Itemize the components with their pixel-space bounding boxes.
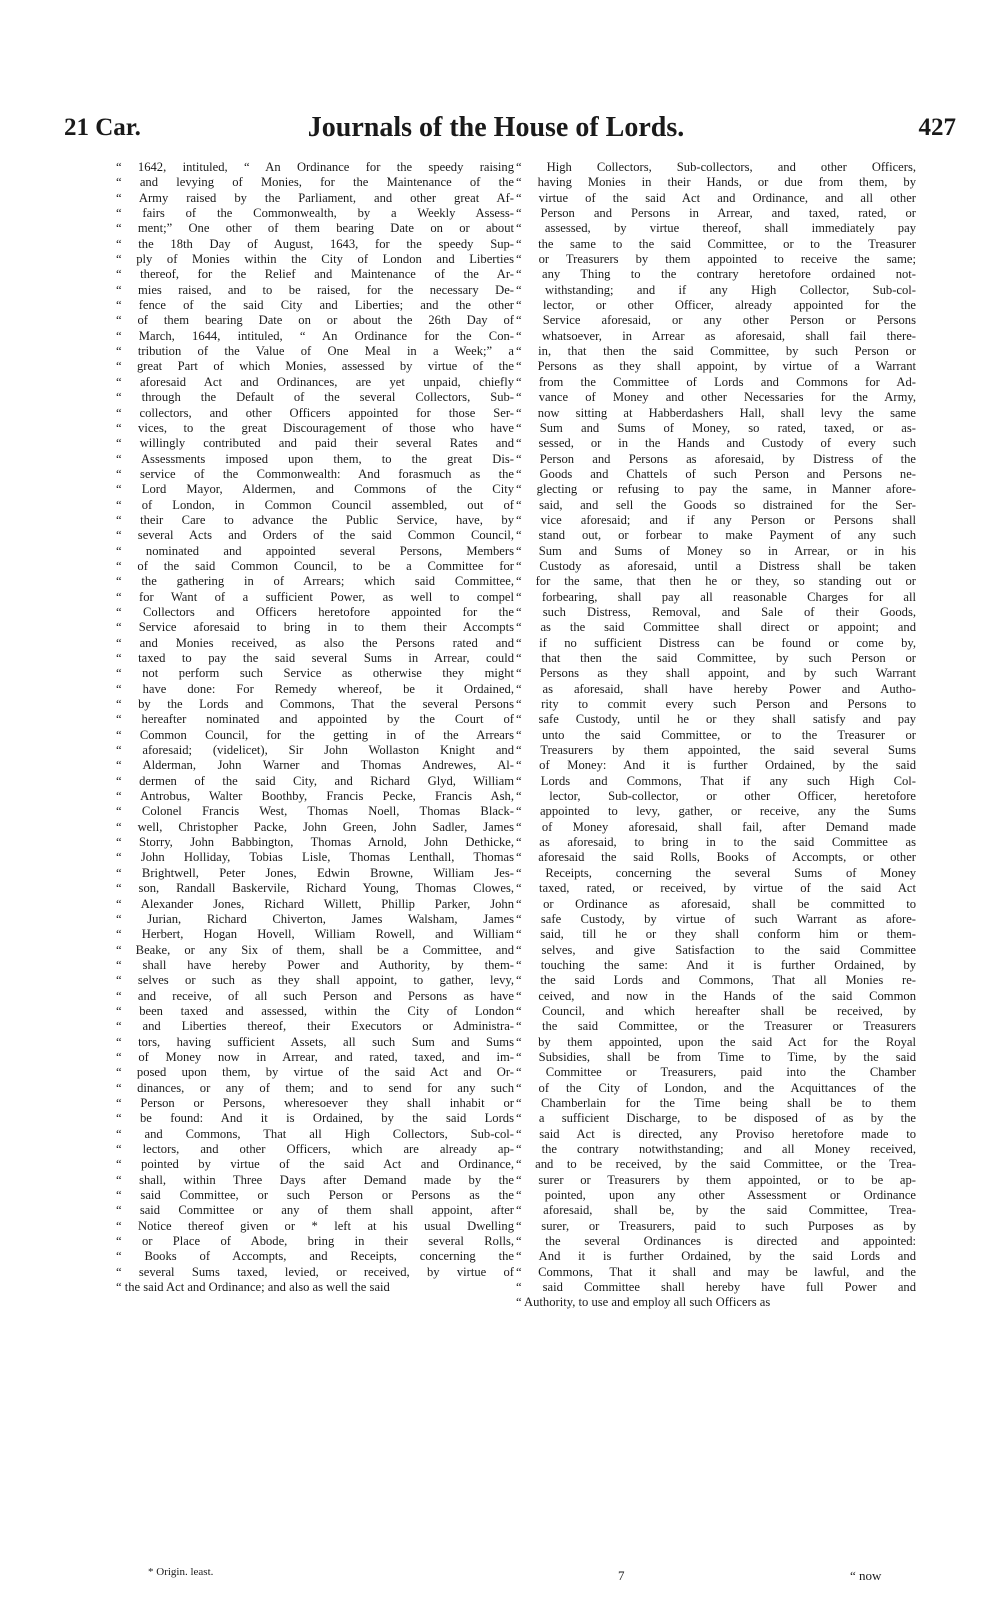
text-line: “ Persons as they shall appoint, by virtue of a Warrant: [516, 359, 916, 374]
text-line: “ aforesaid Act and Ordinances, are yet unpaid, chiefly: [116, 374, 514, 389]
text-line: “ ply of Monies within the City of London and Liberties: [116, 252, 514, 267]
text-line: “ High Collectors, Sub-collectors, and other Officers,: [516, 160, 916, 174]
text-line: “ the said Act and Ordinance; and also as well the said: [116, 1280, 390, 1295]
text-line: “ said, till he or they shall conform him or them-: [516, 927, 916, 942]
text-line: “ the said Committee, or the Treasurer or Treasurers: [516, 1019, 916, 1034]
text-line: “ of the said Common Council, to be a Committee for: [116, 558, 514, 573]
text-line: “ the 18th Day of August, 1643, for the speedy Sup-: [116, 236, 514, 251]
text-line: “ lectors, and other Officers, which are already ap-: [116, 1142, 514, 1156]
text-line: “ any Thing to the contrary heretofore ordained not-: [516, 267, 916, 282]
text-line: “ be found: And it is Ordained, by the said Lords: [116, 1111, 514, 1126]
text-line: “ selves, and give Satisfaction to the said Committee: [516, 942, 916, 957]
text-line: “ son, Randall Baskervile, Richard Young, Thomas Clowes,: [116, 881, 514, 896]
text-line: “ in, that then the said Committee, by such Person or: [516, 344, 916, 359]
text-line: “ safe Custody, by virtue of such Warrant as afore-: [516, 911, 916, 926]
text-line: “ and to be received, by the said Committee, or the Trea-: [516, 1157, 916, 1172]
text-line: “ of Money aforesaid, shall fail, after Demand made: [516, 819, 916, 834]
text-line: “ lector, Sub-collector, or other Officer, heretofore: [516, 789, 916, 804]
text-line: “ said Committee, or such Person or Persons as the: [116, 1188, 514, 1203]
text-line: “ Storry, John Babbington, Thomas Arnold, John Dethicke,: [116, 835, 514, 850]
text-line: “ taxed, rated, or received, by virtue of the said Act: [516, 881, 916, 896]
text-line: “ the contrary notwithstanding; and all Money received,: [516, 1142, 916, 1156]
text-line: “ Treasurers by them appointed, the said several Sums: [516, 743, 916, 758]
text-line: “ and levying of Monies, for the Maintenance of the: [116, 175, 514, 190]
text-line: “ March, 1644, intituled, “ An Ordinance for the Con-: [116, 328, 514, 343]
text-line: “ the said Lords and Commons, That all Monies re-: [516, 973, 916, 988]
text-line: “ rity to commit every such Person and Persons to: [516, 697, 916, 712]
text-line: “ Person and Persons in Arrear, and taxed, rated, or: [516, 206, 916, 221]
text-line: “ and Commons, That all High Collectors, Sub-col-: [116, 1126, 514, 1141]
text-line: “ Notice thereof given or * left at his usual Dwelling: [116, 1218, 514, 1233]
catchword: “ now: [850, 1568, 882, 1583]
text-line: “ of the City of London, and the Acquittances of the: [516, 1080, 916, 1095]
text-line: “ pointed, upon any other Assessment or Ordinance: [516, 1188, 916, 1203]
text-line: “ vance of Money and other Necessaries for the Army,: [516, 390, 916, 405]
text-line: “ John Holliday, Tobias Lisle, Thomas Lenthall, Thomas: [116, 850, 514, 865]
text-line: “ safe Custody, until he or they shall satisfy and pay: [516, 712, 916, 727]
text-line: “ if no sufficient Distress can be found or come by,: [516, 635, 916, 650]
text-line: “ vices, to the great Discouragement of those who have: [116, 420, 514, 435]
text-line: “ Authority, to use and employ all such Officers as: [516, 1295, 771, 1310]
text-line: “ aforesaid the said Rolls, Books of Accompts, or other: [516, 850, 916, 865]
text-line: “ Sum and Sums of Money, so rated, taxed, or as-: [516, 420, 916, 435]
text-line: “ thereof, for the Relief and Maintenance of the Ar-: [116, 267, 514, 282]
text-line: “ service of the Commonwealth: And forasmuch as the: [116, 466, 514, 481]
text-line: “ and Monies received, as also the Persons rated and: [116, 635, 514, 650]
text-line: “ great Part of which Monies, assessed by virtue of the: [116, 359, 514, 374]
text-line: “ a sufficient Discharge, to be disposed of as by the: [516, 1111, 916, 1126]
text-line: “ Brightwell, Peter Jones, Edwin Browne, William Jes-: [116, 865, 514, 880]
text-line: “ aforesaid, shall be, by the said Committee, Trea-: [516, 1203, 916, 1218]
text-line: “ the same to the said Committee, or to the Treasurer: [516, 236, 916, 251]
text-line: “ said, and sell the Goods so distrained for the Ser-: [516, 497, 916, 512]
text-line: “ the several Ordinances is directed and appointed:: [516, 1234, 916, 1249]
text-line: “ shall have hereby Power and Authority, by them-: [116, 957, 514, 972]
regnal-year: 21 Car.: [64, 114, 141, 141]
text-line: “ mies raised, and to be raised, for the necessary De-: [116, 282, 514, 297]
signature-mark: 7: [618, 1568, 625, 1583]
text-line: “ fairs of the Commonwealth, by a Weekly Assess-: [116, 206, 514, 221]
text-line: “ forbearing, shall pay all reasonable Charges for all: [516, 589, 916, 604]
page-title: Journals of the House of Lords.: [307, 112, 685, 143]
text-line: “ said Committee or any of them shall appoint, after: [116, 1203, 514, 1218]
text-line: “ of them bearing Date on or about the 26th Day of: [116, 313, 514, 328]
text-line: “ Custody as aforesaid, until a Distress shall be taken: [516, 558, 916, 573]
text-line: “ by them appointed, upon the said Act for the Royal: [516, 1034, 916, 1049]
text-line: “ several Sums taxed, levied, or received, by virtue of: [116, 1264, 514, 1279]
text-line: “ fence of the said City and Liberties; and the other: [116, 298, 514, 313]
left-column: [116, 160, 514, 1295]
text-line: “ Persons as they shall appoint, and by such Warrant: [516, 666, 916, 681]
text-line: “ Collectors and Officers heretofore appointed for the: [116, 604, 514, 619]
text-line: “ dinances, or any of them; and to send for any such: [116, 1080, 514, 1095]
text-line: “ Common Council, for the getting in of the Arrears: [116, 727, 514, 742]
text-line: “ Jurian, Richard Chiverton, James Walsham, James: [116, 911, 514, 926]
text-line: “ glecting or refusing to pay the same, in Manner afore-: [516, 482, 916, 497]
text-line: “ of Money: And it is further Ordained, by the said: [516, 758, 916, 773]
footnote: * Origin. least.: [148, 1566, 214, 1578]
text-line: “ Lord Mayor, Aldermen, and Commons of the City: [116, 482, 514, 497]
running-header: [0, 112, 992, 152]
text-line: “ been taxed and assessed, within the City of London: [116, 1003, 514, 1018]
text-line: “ ment;” One other of them bearing Date on or about: [116, 221, 514, 236]
text-line: “ and Liberties thereof, their Executors or Administra-: [116, 1019, 514, 1034]
text-line: “ selves or such as they shall appoint, to gather, levy,: [116, 973, 514, 988]
text-line: “ virtue of the said Act and Ordinance, and all other: [516, 190, 916, 205]
text-line: “ tors, having sufficient Assets, all such Sum and Sums: [116, 1034, 514, 1049]
text-line: “ several Acts and Orders of the said Common Council,: [116, 528, 514, 543]
text-line: “ Person or Persons, wheresoever they shall inhabit or: [116, 1095, 514, 1110]
text-line: “ through the Default of the several Collectors, Sub-: [116, 390, 514, 405]
text-line: “ Service aforesaid, or any other Person or Persons: [516, 313, 916, 328]
right-column: [516, 160, 916, 1311]
text-line: “ assessed, by virtue thereof, shall immediately pay: [516, 221, 916, 236]
text-line: “ or Treasurers by them appointed to receive the same;: [516, 252, 916, 267]
text-line: “ Antrobus, Walter Boothby, Francis Pecke, Francis Ash,: [116, 789, 514, 804]
text-line: “ 1642, intituled, “ An Ordinance for the speedy raising: [116, 160, 514, 174]
text-line: “ said Committee shall hereby have full Power and: [516, 1280, 916, 1295]
text-line: “ that then the said Committee, by such Person or: [516, 651, 916, 665]
text-line: “ Army raised by the Parliament, and other great Af-: [116, 190, 514, 205]
text-line: “ ceived, and now in the Hands of the said Common: [516, 988, 916, 1003]
text-line: “ taxed to pay the said several Sums in Arrear, could: [116, 651, 514, 665]
page-number: 427: [918, 114, 956, 141]
text-line: “ have done: For Remedy whereof, be it Ordained,: [116, 681, 514, 696]
text-line: “ posed upon them, by virtue of the said Act and Or-: [116, 1065, 514, 1080]
text-line: “ appointed to levy, gather, or receive, any the Sums: [516, 804, 916, 819]
text-line: “ Council, and which hereafter shall be received, by: [516, 1003, 916, 1018]
text-line: “ or Ordinance as aforesaid, shall be committed to: [516, 896, 916, 911]
text-line: “ well, Christopher Packe, John Green, John Sadler, James: [116, 819, 514, 834]
text-line: “ Assessments imposed upon them, to the great Dis-: [116, 451, 514, 466]
text-line: “ dermen of the said City, and Richard Glyd, William: [116, 773, 514, 788]
text-line: “ surer, or Treasurers, paid to such Purposes as by: [516, 1218, 916, 1233]
text-line: “ of London, in Common Council assembled, out of: [116, 497, 514, 512]
text-line: “ Chamberlain for the Time being shall be to them: [516, 1095, 916, 1110]
text-line: “ for Want of a sufficient Power, as well to compel: [116, 589, 514, 604]
text-line: “ tribution of the Value of One Meal in a Week;” a: [116, 344, 514, 359]
text-line: “ sessed, or in the Hands and Custody of every such: [516, 436, 916, 451]
text-line: “ whatsoever, in Arrear as aforesaid, shall fail there-: [516, 328, 916, 343]
text-line: “ Colonel Francis West, Thomas Noell, Thomas Black-: [116, 804, 514, 819]
text-line: “ collectors, and other Officers appointed for those Ser-: [116, 405, 514, 420]
text-line: “ not perform such Service as otherwise they might: [116, 666, 514, 681]
text-line: “ by the Lords and Commons, That the several Persons: [116, 697, 514, 712]
text-line: “ And it is further Ordained, by the said Lords and: [516, 1249, 916, 1264]
text-line: “ of Money now in Arrear, and rated, taxed, and im-: [116, 1049, 514, 1064]
text-line: “ unto the said Committee, or to the Treasurer or: [516, 727, 916, 742]
text-line: “ Herbert, Hogan Hovell, William Rowell, and William: [116, 927, 514, 942]
text-line: “ willingly contributed and paid their several Rates and: [116, 436, 514, 451]
text-line: “ Commons, That it shall and may be lawful, and the: [516, 1264, 916, 1279]
text-line: “ as the said Committee shall direct or appoint; and: [516, 620, 916, 635]
text-line: “ or Place of Abode, bring in their several Rolls,: [116, 1234, 514, 1249]
text-line: “ Subsidies, shall be from Time to Time, by the said: [516, 1049, 916, 1064]
text-line: “ Sum and Sums of Money so in Arrear, or in his: [516, 543, 916, 558]
text-line: “ aforesaid; (videlicet), Sir John Wollaston Knight and: [116, 743, 514, 758]
text-line: “ now sitting at Habberdashers Hall, shall levy the same: [516, 405, 916, 420]
text-line: “ Committee or Treasurers, paid into the Chamber: [516, 1065, 916, 1080]
text-line: “ the gathering in of Arrears; which said Committee,: [116, 574, 514, 589]
text-line: “ and receive, of all such Person and Persons as have: [116, 988, 514, 1003]
text-line: “ having Monies in their Hands, or due from them, by: [516, 175, 916, 190]
text-line: “ lector, or other Officer, already appointed for the: [516, 298, 916, 313]
text-line: “ Books of Accompts, and Receipts, concerning the: [116, 1249, 514, 1264]
text-line: “ vice aforesaid; and if any Person or Persons shall: [516, 512, 916, 527]
text-line: “ shall, within Three Days after Demand made by the: [116, 1172, 514, 1187]
text-line: “ Receipts, concerning the several Sums of Money: [516, 865, 916, 880]
text-line: “ as aforesaid, to bring in to the said Committee as: [516, 835, 916, 850]
text-line: “ Person and Persons as aforesaid, by Distress of the: [516, 451, 916, 466]
text-line: “ pointed by virtue of the said Act and Ordinance,: [116, 1157, 514, 1172]
text-line: “ such Distress, Removal, and Sale of their Goods,: [516, 604, 916, 619]
text-line: “ said Act is directed, any Proviso heretofore made to: [516, 1126, 916, 1141]
text-line: “ Goods and Chattels of such Person and Persons ne-: [516, 466, 916, 481]
text-line: “ touching the same: And it is further Ordained, by: [516, 957, 916, 972]
text-line: “ Beake, or any Six of them, shall be a Committee, and: [116, 942, 514, 957]
text-line: “ nominated and appointed several Persons, Members: [116, 543, 514, 558]
text-line: “ withstanding; and if any High Collector, Sub-col-: [516, 282, 916, 297]
text-line: “ from the Committee of Lords and Commons for Ad-: [516, 374, 916, 389]
text-line: “ hereafter nominated and appointed by the Court of: [116, 712, 514, 727]
text-line: “ Alexander Jones, Richard Willett, Phillip Parker, John: [116, 896, 514, 911]
text-line: “ Lords and Commons, That if any such High Col-: [516, 773, 916, 788]
text-line: “ Service aforesaid to bring in to them their Accompts: [116, 620, 514, 635]
text-line: “ their Care to advance the Public Service, have, by: [116, 512, 514, 527]
text-line: “ Alderman, John Warner and Thomas Andrewes, Al-: [116, 758, 514, 773]
text-line: “ as aforesaid, shall have hereby Power and Autho-: [516, 681, 916, 696]
text-line: “ stand out, or forbear to make Payment of any such: [516, 528, 916, 543]
text-line: “ for the same, that then he or they, so standing out or: [516, 574, 916, 589]
text-line: “ surer or Treasurers by them appointed, or to be ap-: [516, 1172, 916, 1187]
